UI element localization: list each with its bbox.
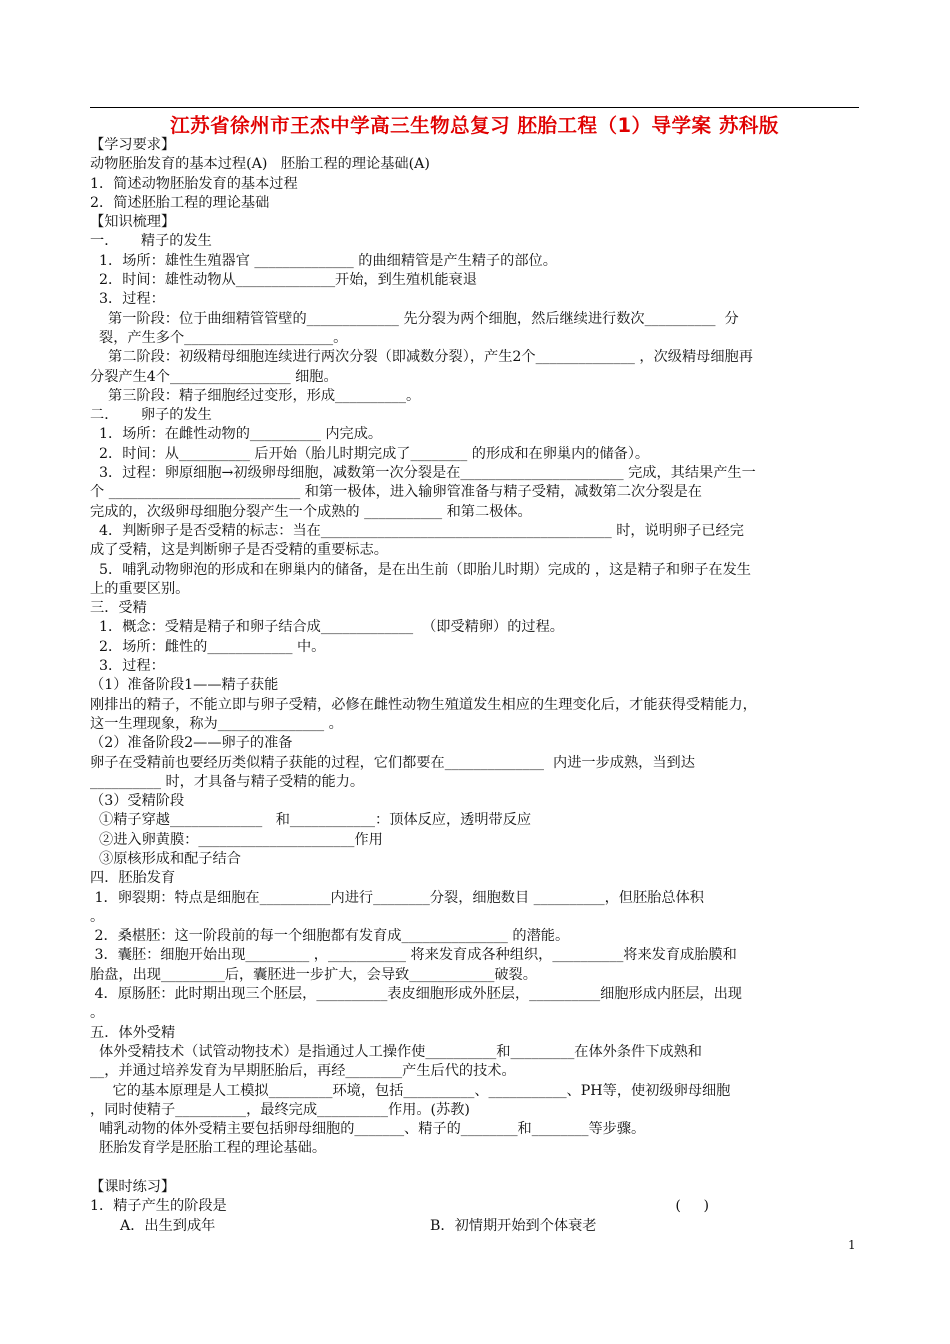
subsection-heading: 三．受精 — [90, 600, 147, 617]
option-b: B．初情期开始到个体衰老 — [430, 1217, 597, 1234]
text-line: 1．卵裂期：特点是细胞在__________内进行________分裂，细胞数目 __________，但胚胎总体积 — [90, 889, 704, 906]
text-line: 2．场所：雌性的____________ 中。 — [90, 638, 326, 655]
section-heading: 【知识梳理】 — [90, 214, 176, 231]
text-line: 3．过程： — [90, 658, 165, 675]
text-line: 分裂产生4个_________________ 细胞。 — [90, 368, 338, 385]
text-line: （3）受精阶段 — [90, 793, 185, 810]
text-line: 哺乳动物的体外受精主要包括卵母细胞的_______、精子的________和________等步骤。 — [90, 1121, 646, 1138]
text-line: 3．过程： — [90, 291, 165, 308]
text-line: ，同时使精子__________，最终完成__________作用。(苏教) — [90, 1101, 470, 1118]
text-line: 它的基本原理是人工模拟_________环境，包括__________、___________、PH等，使初级卵母细胞 — [90, 1082, 731, 1099]
text-line: 胚胎发育学是胚胎工程的理论基础。 — [90, 1140, 327, 1157]
text-line: 1．简述动物胚胎发育的基本过程 — [90, 175, 298, 192]
text-line: 第三阶段：精子细胞经过变形，形成__________。 — [90, 387, 421, 404]
subsection-heading: 五．体外受精 — [90, 1024, 176, 1041]
text-line: 1．概念：受精是精子和卵子结合成_____________ （即受精卵）的过程。 — [90, 619, 564, 636]
text-line: 4．判断卵子是否受精的标志：当在_________________________________________ 时，说明卵子已经完 — [90, 522, 744, 539]
text-line: 3．过程：卵原细胞→初级卵母细胞，减数第一次分裂是在_______________________ 完成，其结果产生一 — [90, 465, 756, 482]
text-line: 2．时间：雄性动物从______________开始，到生殖机能衰退 — [90, 272, 477, 289]
text-line: 第一阶段：位于曲细精管管壁的_____________ 先分裂为两个细胞，然后继续进行数次__________ 分 — [90, 310, 739, 327]
page-number: 1 — [848, 1238, 856, 1252]
question-1-options — [90, 1217, 859, 1236]
text-line: 刚排出的精子，不能立即与卵子受精，必修在雌性动物生殖道发生相应的生理变化后，才能获得受精能力， — [90, 696, 757, 713]
text-line: 5．哺乳动物卵泡的形成和在卵巢内的储备，是在出生前（即胎儿时期）完成的 ，这是精子和卵子在发生 — [90, 561, 751, 578]
header-rule — [90, 107, 859, 108]
text-line: 4．原肠胚：此时期出现三个胚层，__________表皮细胞形成外胚层，__________细胞形成内胚层，出现 — [90, 986, 742, 1003]
answer-bracket: ( ) — [675, 1198, 709, 1215]
text-line: 胎盘，出现_________后，囊胚进一步扩大，会导致____________破裂。 — [90, 966, 537, 983]
text-line: ②进入卵黄膜：______________________作用 — [90, 831, 383, 848]
exercise-heading: 【课时练习】 — [90, 1179, 176, 1196]
text-line: 动物胚胎发育的基本过程(A) 胚胎工程的理论基础(A) — [90, 156, 430, 173]
document-title: 江苏省徐州市王杰中学高三生物总复习 胚胎工程（1）导学案 苏科版 — [170, 114, 779, 137]
text-line: 。 — [90, 908, 105, 925]
subsection-heading: 二． 卵子的发生 — [90, 407, 212, 424]
text-line: 完成的，次级卵母细胞分裂产生一个成熟的 ___________ 和第二极体。 — [90, 503, 532, 520]
text-line: 。 — [90, 1005, 105, 1022]
text-line: 第二阶段：初级精母细胞连续进行两次分裂（即减数分裂），产生2个______________ ，次级精母细胞再 — [90, 349, 753, 366]
text-line: 体外受精技术（试管动物技术）是指通过人工操作使__________和_________在体外条件下成熟和 — [90, 1043, 702, 1060]
text-line: 1．场所：雄性生殖器官 ______________ 的曲细精管是产生精子的部位。 — [90, 252, 557, 269]
text-line: 成了受精，这是判断卵子是否受精的重要标志。 — [90, 542, 388, 559]
option-a: A．出生到成年 — [120, 1217, 216, 1234]
text-line: （2）准备阶段2——卵子的准备 — [90, 735, 293, 752]
text-line: __________ 时，才具备与精子受精的能力。 — [90, 773, 365, 790]
question-1 — [90, 1197, 859, 1216]
text-line: ①精子穿越_____________ 和____________：顶体反应，透明带反应 — [90, 812, 532, 829]
text-line: 2．简述胚胎工程的理论基础 — [90, 194, 270, 211]
text-line: （1）准备阶段1——精子获能 — [90, 677, 279, 694]
text-line: 个 ___________________________ 和第一极体，进入输卵管准备与精子受精，减数第二次分裂是在 — [90, 484, 702, 501]
text-line: 2．时间：从__________ 后开始（胎儿时期完成了________ 的形成和在卵巢内的储备）。 — [90, 445, 650, 462]
text-line: 上的重要区别。 — [90, 580, 190, 597]
text-line: 裂，产生多个_____________________。 — [90, 329, 348, 346]
question-stem: 1．精子产生的阶段是 — [90, 1198, 227, 1215]
subsection-heading: 一． 精子的发生 — [90, 233, 212, 250]
text-line: 3．囊胚：细胞开始出现_________ ，___________ 将来发育成各种组织，__________将来发育成胎膜和 — [90, 947, 737, 964]
spacer — [90, 1159, 859, 1178]
section-heading: 【学习要求】 — [90, 137, 176, 153]
text-line: ③原核形成和配子结合 — [90, 850, 241, 867]
subsection-heading: 四．胚胎发育 — [90, 870, 176, 887]
text-line: 这一生理现象，称为_______________ 。 — [90, 715, 343, 732]
document-body — [90, 136, 859, 1236]
text-line: __，并通过培养发育为早期胚胎后，再经________产生后代的技术。 — [90, 1063, 516, 1080]
text-line: 2．桑椹胚：这一阶段前的每一个细胞都有发育成_______________ 的潜能。 — [90, 928, 570, 945]
text-line: 1．场所：在雌性动物的__________ 内完成。 — [90, 426, 383, 443]
text-line: 卵子在受精前也要经历类似精子获能的过程，它们都要在______________ 内进一步成熟，当到达 — [90, 754, 695, 771]
